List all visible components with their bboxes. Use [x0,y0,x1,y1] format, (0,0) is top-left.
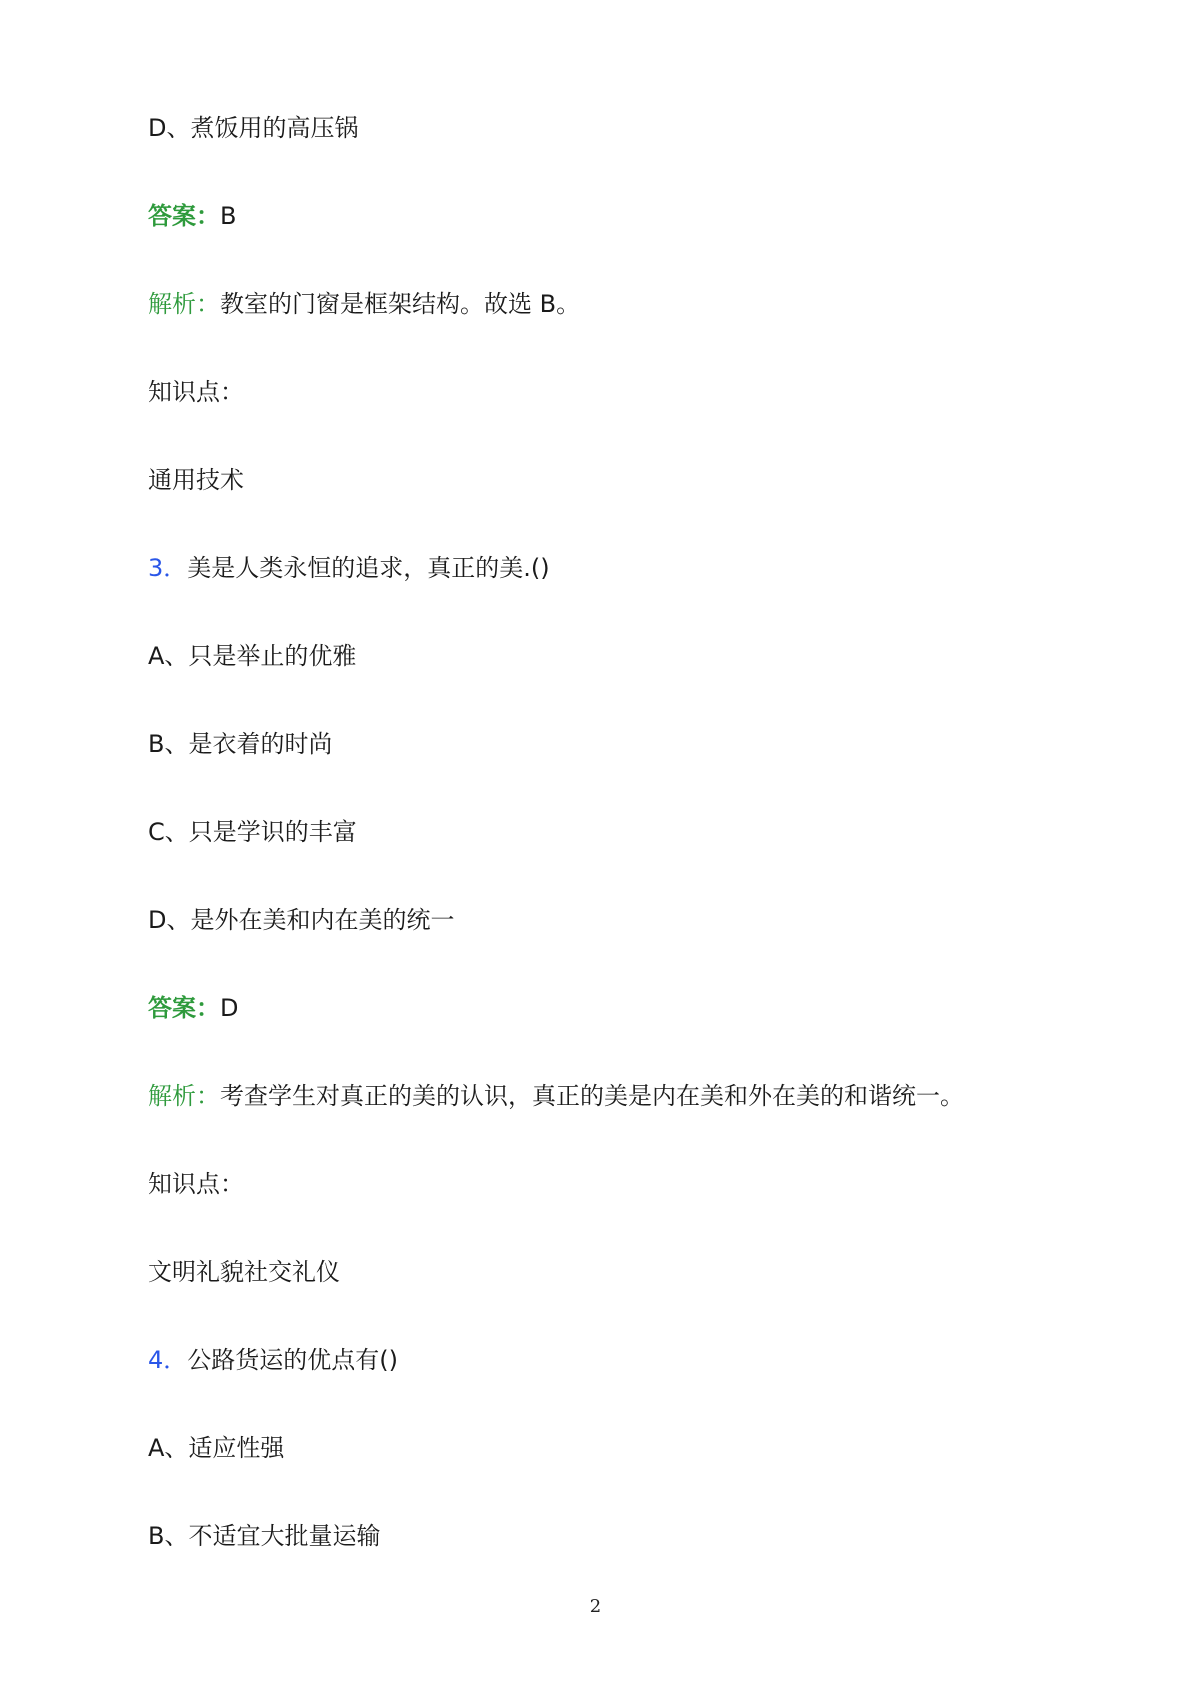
question-text: 美是人类永恒的追求，真正的美.() [187,554,550,582]
q2-knowledge-value: 通用技术 [148,466,244,494]
q2-option-d: D、煮饭用的高压锅 [148,114,359,142]
q3-analysis [148,1080,964,1112]
analysis-label: 解析： [148,1082,220,1110]
q3-option-c: C、只是学识的丰富 [148,818,357,846]
question-text: 公路货运的优点有() [187,1346,399,1374]
q2-answer [148,200,236,232]
q4-option-b: B、不适宜大批量运输 [148,1522,381,1550]
page-number: 2 [589,1596,602,1617]
q3-option-a: A、只是举止的优雅 [148,642,357,670]
q3-answer [148,992,238,1024]
answer-label: 答案： [148,202,220,230]
q3-knowledge-label: 知识点： [148,1170,244,1198]
q2-knowledge-label: 知识点： [148,378,244,406]
q2-analysis [148,288,580,320]
answer-label: 答案： [148,994,220,1022]
analysis-text: 考查学生对真正的美的认识，真正的美是内在美和外在美的和谐统一。 [220,1082,964,1110]
q3-knowledge-value: 文明礼貌社交礼仪 [148,1258,340,1286]
analysis-label: 解析： [148,290,220,318]
question-number: 3． [148,554,188,582]
q3-option-d: D、是外在美和内在美的统一 [148,906,455,934]
analysis-text: 教室的门窗是框架结构。故选 B。 [220,290,581,318]
q3-question [148,552,550,584]
answer-value: D [220,994,239,1022]
q3-option-b: B、是衣着的时尚 [148,730,333,758]
question-number: 4． [148,1346,188,1374]
q4-option-a: A、适应性强 [148,1434,285,1462]
answer-value: B [220,202,237,230]
q4-question [148,1344,398,1376]
